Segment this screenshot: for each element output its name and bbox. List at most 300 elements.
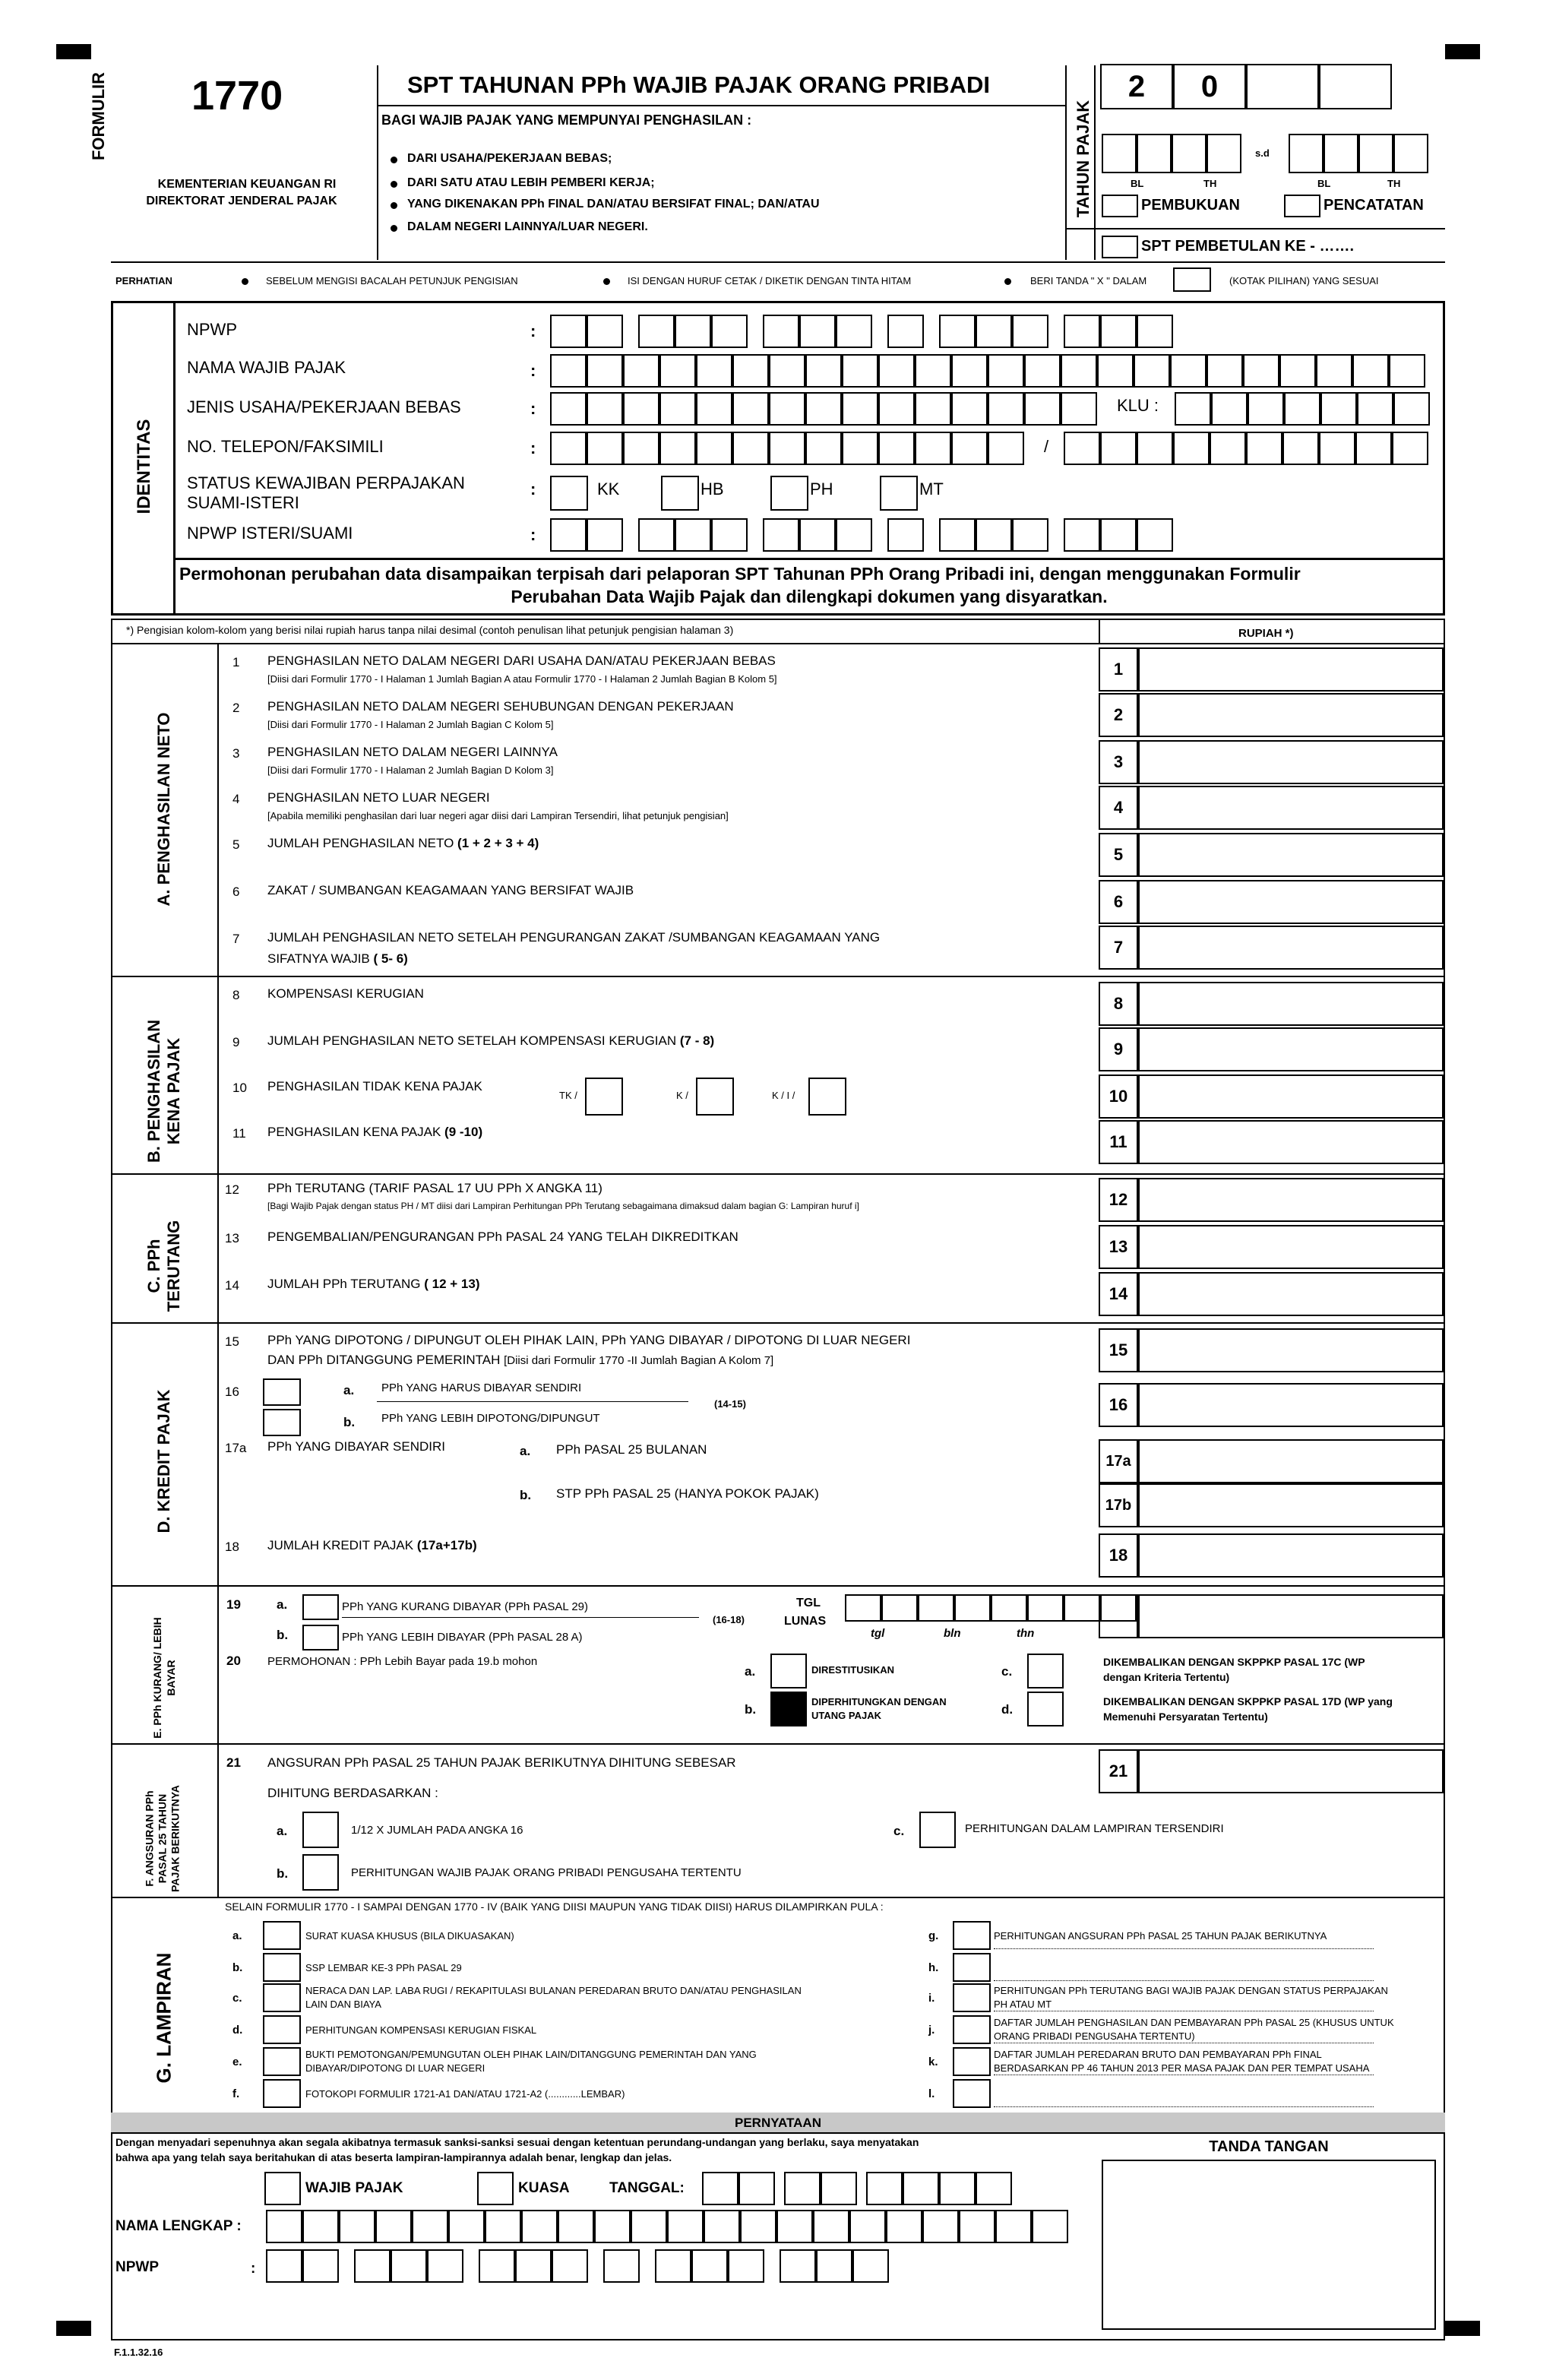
input-cell[interactable] [769, 354, 805, 388]
input-cell[interactable] [1279, 354, 1316, 388]
input-cell[interactable] [878, 392, 915, 426]
line-16b-checkbox[interactable] [263, 1409, 301, 1436]
input-cell[interactable] [521, 2210, 558, 2243]
input-cell[interactable] [842, 432, 878, 465]
input-cell[interactable] [995, 2210, 1032, 2243]
lampiran-letter: a. [232, 1929, 242, 1942]
input-cell[interactable] [842, 354, 878, 388]
amount-field[interactable] [1138, 1383, 1444, 1427]
input-cell[interactable] [623, 392, 659, 426]
amount-field[interactable] [1138, 1533, 1444, 1578]
input-cell[interactable] [1211, 392, 1248, 426]
pencatatan-checkbox[interactable] [1284, 195, 1320, 217]
input-cell[interactable] [1393, 392, 1430, 426]
status-ph-checkbox[interactable] [770, 476, 808, 511]
input-cell[interactable] [603, 2249, 640, 2283]
letter-a: a. [277, 1597, 288, 1612]
input-cell[interactable] [1027, 1594, 1064, 1622]
input-cell[interactable] [427, 2249, 463, 2283]
lampiran-item-text: DAFTAR JUMLAH PENGHASILAN DAN PEMBAYARAN PPh PASAL 25 (KHUSUS UNTUK [994, 2017, 1394, 2028]
letter-b: b. [745, 1702, 757, 1717]
input-cell[interactable] [805, 392, 842, 426]
line-4-text: PENGHASILAN NETO LUAR NEGERI [267, 790, 490, 805]
lampiran-item-text: PH ATAU MT [994, 1999, 1052, 2010]
input-cell[interactable] [1024, 392, 1061, 426]
input-cell[interactable] [1097, 354, 1134, 388]
line-2-text: PENGHASILAN NETO DALAM NEGERI SEHUBUNGAN DENGAN PEKERJAAN [267, 699, 734, 714]
input-cell[interactable] [842, 392, 878, 426]
line-21b-checkbox[interactable] [302, 1854, 339, 1891]
input-cell[interactable] [780, 2249, 816, 2283]
lampiran-item-text: PERHITUNGAN ANGSURAN PPh PASAL 25 TAHUN PAJAK BERIKUTNYA [994, 1930, 1327, 1942]
input-cell[interactable] [732, 392, 769, 426]
lampiran-checkbox[interactable] [263, 1953, 301, 1982]
lampiran-letter: i. [928, 1992, 935, 2005]
lampiran-checkbox[interactable] [263, 2079, 301, 2108]
input-cell[interactable] [918, 1594, 954, 1622]
input-cell[interactable] [638, 315, 675, 348]
ptkp-tk-box[interactable] [585, 1078, 623, 1116]
direstitusikan-checkbox[interactable] [770, 1654, 807, 1688]
period-bl-end[interactable] [1324, 134, 1358, 173]
line-8-text: KOMPENSASI KERUGIAN [267, 986, 424, 1001]
amount-field[interactable] [1138, 786, 1444, 830]
input-cell[interactable] [623, 354, 659, 388]
input-cell[interactable] [1392, 432, 1428, 465]
amount-field[interactable] [1138, 1225, 1444, 1269]
input-cell[interactable] [887, 315, 924, 348]
line-21a-checkbox[interactable] [302, 1812, 339, 1848]
input-cell[interactable] [1243, 354, 1279, 388]
input-cell[interactable] [886, 2210, 922, 2243]
line-num: 21 [226, 1755, 241, 1770]
k-label: K / [676, 1090, 688, 1101]
amount-field[interactable] [1138, 1439, 1444, 1483]
input-cell[interactable] [922, 2210, 959, 2243]
amount-field[interactable] [1138, 982, 1444, 1026]
input-cell[interactable] [852, 2249, 889, 2283]
line-num: 1 [232, 655, 240, 669]
year-digit-4[interactable] [1319, 64, 1392, 109]
line-num: 5 [232, 837, 240, 852]
year-digit-2[interactable]: 0 [1173, 64, 1246, 109]
input-cell[interactable] [391, 2249, 427, 2283]
line-19b-checkbox[interactable] [302, 1625, 339, 1650]
form-subtitle: BAGI WAJIB PAJAK YANG MEMPUNYAI PENGHASILAN : [381, 112, 752, 128]
input-cell[interactable] [887, 518, 924, 552]
line-number-box: 3 [1099, 740, 1138, 784]
amount-field[interactable] [1138, 1483, 1444, 1527]
amount-field[interactable] [1138, 1749, 1444, 1793]
pembukuan-label: PEMBUKUAN [1141, 197, 1240, 214]
input-cell[interactable] [587, 392, 623, 426]
input-cell[interactable] [550, 518, 587, 552]
input-cell[interactable] [915, 354, 951, 388]
rupiah-note: *) Pengisian kolom-kolom yang berisi nilai rupiah harus tanpa nilai desimal (contoh penulisan lihat petunjuk pengisian halaman 3) [126, 624, 734, 636]
amount-field[interactable] [1138, 1594, 1444, 1638]
lampiran-item-text: SURAT KUASA KHUSUS (BILA DIKUASAKAN) [305, 1930, 514, 1942]
period-th-end[interactable] [1358, 134, 1393, 173]
colon: : [530, 361, 536, 380]
lampiran-checkbox[interactable] [953, 2015, 991, 2044]
line-21b-text: PERHITUNGAN WAJIB PAJAK ORANG PRIBADI PENGUSAHA TERTENTU [351, 1866, 742, 1879]
input-cell[interactable] [1175, 392, 1211, 426]
input-cell[interactable] [954, 1594, 991, 1622]
lampiran-checkbox[interactable] [953, 2079, 991, 2108]
input-cell[interactable] [479, 2249, 515, 2283]
input-cell[interactable] [988, 432, 1024, 465]
lampiran-letter: l. [928, 2087, 935, 2100]
amount-field[interactable] [1138, 693, 1444, 737]
input-cell[interactable] [1024, 354, 1061, 388]
input-cell[interactable] [659, 432, 696, 465]
line-number-box: 16 [1099, 1383, 1138, 1427]
input-cell[interactable] [915, 432, 951, 465]
period-th-end[interactable] [1393, 134, 1428, 173]
input-cell[interactable] [988, 392, 1024, 426]
input-cell[interactable] [1100, 518, 1137, 552]
input-cell[interactable] [951, 392, 988, 426]
input-cell[interactable] [1137, 432, 1173, 465]
input-cell[interactable] [763, 315, 799, 348]
input-cell[interactable] [805, 432, 842, 465]
line-number-box: 14 [1099, 1272, 1138, 1316]
line-10-text: PENGHASILAN TIDAK KENA PAJAK [267, 1079, 482, 1093]
input-cell[interactable] [728, 2249, 764, 2283]
input-cell[interactable] [878, 432, 915, 465]
lampiran-header: SELAIN FORMULIR 1770 - I SAMPAI DENGAN 1770 - IV (BAIK YANG DIISI MAUPUN YANG TIDAK DIISI) HARUS DILAMPIRKAN PULA : [225, 1901, 884, 1913]
line-number-box: 2 [1099, 693, 1138, 737]
perhatian-item: BERI TANDA " X " DALAM [1030, 275, 1147, 286]
line-num: 15 [225, 1334, 239, 1349]
input-cell[interactable] [732, 354, 769, 388]
input-cell[interactable] [1170, 354, 1207, 388]
input-cell[interactable] [1100, 315, 1137, 348]
input-cell[interactable] [1316, 354, 1352, 388]
section-g-label: G. LAMPIRAN [152, 1952, 176, 2084]
status-hb-checkbox[interactable] [661, 476, 699, 511]
colon: : [530, 525, 536, 544]
input-cell[interactable] [1064, 518, 1100, 552]
input-cell[interactable] [1207, 354, 1243, 388]
input-cell[interactable] [659, 354, 696, 388]
input-cell[interactable] [485, 2210, 521, 2243]
input-cell[interactable] [1282, 432, 1319, 465]
input-cell[interactable] [951, 354, 988, 388]
input-cell[interactable] [805, 354, 842, 388]
wajib-pajak-checkbox[interactable] [264, 2172, 301, 2205]
line-num: 17a [225, 1441, 247, 1455]
input-cell[interactable] [552, 2249, 588, 2283]
pembetulan-checkbox[interactable] [1102, 236, 1138, 258]
input-cell[interactable] [1032, 2210, 1068, 2243]
skppkp-17c-checkbox[interactable] [1027, 1654, 1064, 1688]
input-cell[interactable] [587, 354, 623, 388]
period-th-start[interactable] [1207, 134, 1241, 173]
amount-field[interactable] [1138, 1272, 1444, 1316]
input-cell[interactable] [1246, 432, 1282, 465]
line-19-ref: (16-18) [713, 1614, 745, 1625]
line-num: 6 [232, 885, 240, 899]
input-cell[interactable] [587, 315, 623, 348]
input-cell[interactable] [1012, 518, 1048, 552]
input-cell[interactable] [939, 518, 976, 552]
input-cell[interactable] [623, 432, 659, 465]
lampiran-checkbox[interactable] [263, 1921, 301, 1950]
input-cell[interactable] [813, 2210, 849, 2243]
line-16a-checkbox[interactable] [263, 1378, 301, 1406]
input-cell[interactable] [711, 518, 748, 552]
line-3-note: [Diisi dari Formulir 1770 - I Halaman 2 Jumlah Bagian D Kolom 3] [267, 764, 554, 776]
ptkp-k-box[interactable] [696, 1078, 734, 1116]
amount-field[interactable] [1138, 880, 1444, 924]
year-digit-3[interactable] [1246, 64, 1319, 109]
input-cell[interactable] [667, 2210, 704, 2243]
input-cell[interactable] [558, 2210, 594, 2243]
input-cell[interactable] [675, 518, 711, 552]
input-cell[interactable] [976, 518, 1012, 552]
amount-field[interactable] [1138, 926, 1444, 970]
input-cell[interactable] [550, 432, 587, 465]
input-cell[interactable] [1100, 1594, 1137, 1622]
input-cell[interactable] [959, 2210, 995, 2243]
input-cell[interactable] [1137, 315, 1173, 348]
lampiran-checkbox[interactable] [263, 2047, 301, 2076]
input-cell[interactable] [339, 2210, 375, 2243]
input-cell[interactable] [1357, 392, 1393, 426]
input-cell[interactable] [550, 392, 587, 426]
input-cell[interactable] [776, 2210, 813, 2243]
input-cell[interactable] [1355, 432, 1392, 465]
line-num: 20 [226, 1654, 241, 1668]
input-cell[interactable] [1173, 432, 1210, 465]
direstitusikan-label: DIRESTITUSIKAN [811, 1664, 895, 1676]
input-cell[interactable] [266, 2210, 302, 2243]
letter-b: b. [520, 1488, 532, 1502]
tk-label: TK / [559, 1090, 577, 1101]
input-cell[interactable] [302, 2210, 339, 2243]
notice-text: Permohonan perubahan data disampaikan terpisah dari pelaporan SPT Tahunan PPh Orang Pribadi ini, dengan menggunakan Formulir [179, 564, 1301, 584]
period-bl-start[interactable] [1137, 134, 1172, 173]
pembukuan-checkbox[interactable] [1102, 195, 1138, 217]
lampiran-checkbox[interactable] [953, 2047, 991, 2076]
slash: / [1044, 437, 1049, 456]
kuasa-label: KUASA [518, 2180, 570, 2196]
input-cell[interactable] [769, 392, 805, 426]
tahun-pajak-label: TAHUN PAJAK [1074, 100, 1093, 218]
input-cell[interactable] [939, 2172, 976, 2205]
input-cell[interactable] [1061, 392, 1097, 426]
input-cell[interactable] [1284, 392, 1320, 426]
period-th-start[interactable] [1172, 134, 1207, 173]
input-cell[interactable] [915, 392, 951, 426]
input-cell[interactable] [799, 315, 836, 348]
line-number-box: 1 [1099, 647, 1138, 692]
input-cell[interactable] [1320, 392, 1357, 426]
input-cell[interactable] [655, 2249, 691, 2283]
line-number-box: 12 [1099, 1178, 1138, 1222]
line-17b-text: STP PPh PASAL 25 (HANYA POKOK PAJAK) [556, 1486, 819, 1501]
line-16a-text: PPh YANG HARUS DIBAYAR SENDIRI [381, 1381, 582, 1394]
input-cell[interactable] [836, 518, 872, 552]
lampiran-letter: j. [928, 2024, 935, 2037]
line-17-text: PPh YANG DIBAYAR SENDIRI [267, 1439, 445, 1454]
line-num: 13 [225, 1231, 239, 1245]
input-cell[interactable] [740, 2210, 776, 2243]
input-cell[interactable] [1319, 432, 1355, 465]
input-cell[interactable] [784, 2172, 821, 2205]
bl-label: BL [1131, 178, 1144, 189]
input-cell[interactable] [412, 2210, 448, 2243]
input-cell[interactable] [587, 432, 623, 465]
input-cell[interactable] [1012, 315, 1048, 348]
period-bl-start[interactable] [1102, 134, 1137, 173]
amount-field[interactable] [1138, 647, 1444, 692]
skppkp-17c-label-2: dengan Kriteria Tertentu) [1103, 1671, 1230, 1683]
input-cell[interactable] [711, 315, 748, 348]
input-cell[interactable] [939, 315, 976, 348]
letter-b: b. [277, 1866, 289, 1881]
input-cell[interactable] [1248, 392, 1284, 426]
input-cell[interactable] [696, 392, 732, 426]
amount-field[interactable] [1138, 740, 1444, 784]
line-number-box: 9 [1099, 1027, 1138, 1071]
lampiran-checkbox[interactable] [953, 1921, 991, 1950]
input-cell[interactable] [587, 518, 623, 552]
input-cell[interactable] [903, 2172, 939, 2205]
line-number-box: 8 [1099, 982, 1138, 1026]
line-num: 19 [226, 1597, 241, 1612]
line-num: 10 [232, 1081, 247, 1095]
lampiran-letter: b. [232, 1961, 243, 1974]
input-cell[interactable] [448, 2210, 485, 2243]
input-cell[interactable] [1389, 354, 1425, 388]
input-cell[interactable] [375, 2210, 412, 2243]
input-cell[interactable] [354, 2249, 391, 2283]
lampiran-checkbox[interactable] [953, 1953, 991, 1982]
input-cell[interactable] [1134, 354, 1170, 388]
amount-field[interactable] [1138, 1178, 1444, 1222]
status-kk-checkbox[interactable] [550, 476, 588, 511]
input-cell[interactable] [799, 518, 836, 552]
line-21-basis: DIHITUNG BERDASARKAN : [267, 1786, 438, 1800]
amount-field[interactable] [1138, 1328, 1444, 1372]
section-f-label: F. ANGSURAN PPh PASAL 25 TAHUN PAJAK BERIKUTNYA [143, 1785, 182, 1892]
status-mt-checkbox[interactable] [880, 476, 918, 511]
lampiran-checkbox[interactable] [263, 2015, 301, 2044]
input-cell[interactable] [302, 2249, 339, 2283]
input-cell[interactable] [878, 354, 915, 388]
input-cell[interactable] [550, 315, 587, 348]
letter-b: b. [277, 1628, 289, 1642]
input-cell[interactable] [691, 2249, 728, 2283]
input-cell[interactable] [836, 315, 872, 348]
input-cell[interactable] [266, 2249, 302, 2283]
amount-field[interactable] [1138, 833, 1444, 877]
line-num: 16 [225, 1385, 239, 1399]
line-number-box: 11 [1099, 1120, 1138, 1164]
input-cell[interactable] [1100, 432, 1137, 465]
dotted-line [994, 1948, 1374, 1949]
ptkp-ki-box[interactable] [808, 1078, 846, 1116]
input-cell[interactable] [631, 2210, 667, 2243]
line-number-box: 21 [1099, 1749, 1138, 1793]
input-cell[interactable] [1064, 432, 1100, 465]
signature-box[interactable] [1102, 2160, 1436, 2330]
input-cell[interactable] [849, 2210, 886, 2243]
input-cell[interactable] [702, 2172, 738, 2205]
notice-text-2: Perubahan Data Wajib Pajak dan dilengkapi dokumen yang disyaratkan. [511, 587, 1108, 606]
npwp-label: NPWP [187, 320, 237, 339]
letter-a: a. [745, 1664, 756, 1679]
input-cell[interactable] [1137, 518, 1173, 552]
input-cell[interactable] [675, 315, 711, 348]
input-cell[interactable] [1064, 1594, 1100, 1622]
amount-field[interactable] [1138, 1027, 1444, 1071]
input-cell[interactable] [769, 432, 805, 465]
input-cell[interactable] [515, 2249, 552, 2283]
input-cell[interactable] [696, 354, 732, 388]
letter-c: c. [893, 1824, 905, 1838]
input-cell[interactable] [696, 432, 732, 465]
formulir-label: FORMULIR [89, 71, 108, 161]
amount-field[interactable] [1138, 1074, 1444, 1119]
line-num: 14 [225, 1278, 239, 1293]
input-cell[interactable] [638, 518, 675, 552]
amount-field[interactable] [1138, 1120, 1444, 1164]
year-digit-1[interactable]: 2 [1100, 64, 1173, 109]
input-cell[interactable] [816, 2249, 852, 2283]
line-19a-checkbox[interactable] [302, 1594, 339, 1620]
corner-marker [56, 44, 91, 59]
ministry-label: KEMENTERIAN KEUANGAN RI [157, 178, 337, 191]
input-cell[interactable] [1210, 432, 1246, 465]
input-cell[interactable] [1064, 315, 1100, 348]
lampiran-item-text: NERACA DAN LAP. LABA RUGI / REKAPITULASI BULANAN PEREDARAN BRUTO DAN/ATAU PENGHASILAN [305, 1985, 802, 1996]
lampiran-checkbox[interactable] [263, 1983, 301, 2012]
line-num: 2 [232, 701, 240, 715]
input-cell[interactable] [951, 432, 988, 465]
letter-a: a. [343, 1383, 355, 1397]
perhatian-item: ISI DENGAN HURUF CETAK / DIKETIK DENGAN TINTA HITAM [628, 275, 912, 286]
input-cell[interactable] [976, 315, 1012, 348]
line-3-text: PENGHASILAN NETO DALAM NEGERI LAINNYA [267, 745, 558, 759]
input-cell[interactable] [550, 354, 587, 388]
input-cell[interactable] [1352, 354, 1389, 388]
input-cell[interactable] [763, 518, 799, 552]
period-bl-end[interactable] [1289, 134, 1324, 173]
input-cell[interactable] [866, 2172, 903, 2205]
input-cell[interactable] [821, 2172, 857, 2205]
input-cell[interactable] [1061, 354, 1097, 388]
skppkp-17d-checkbox[interactable] [1027, 1692, 1064, 1726]
input-cell[interactable] [988, 354, 1024, 388]
input-cell[interactable] [732, 432, 769, 465]
diperhitungkan-checkbox[interactable] [770, 1692, 807, 1726]
input-cell[interactable] [704, 2210, 740, 2243]
input-cell[interactable] [881, 1594, 918, 1622]
input-cell[interactable] [991, 1594, 1027, 1622]
lampiran-checkbox[interactable] [953, 1983, 991, 2012]
input-cell[interactable] [659, 392, 696, 426]
jenis-usaha-label: JENIS USAHA/PEKERJAAN BEBAS [187, 397, 461, 416]
input-cell[interactable] [845, 1594, 881, 1622]
line-21c-checkbox[interactable] [919, 1812, 956, 1848]
input-cell[interactable] [976, 2172, 1012, 2205]
kuasa-checkbox[interactable] [477, 2172, 514, 2205]
input-cell[interactable] [594, 2210, 631, 2243]
input-cell[interactable] [738, 2172, 775, 2205]
